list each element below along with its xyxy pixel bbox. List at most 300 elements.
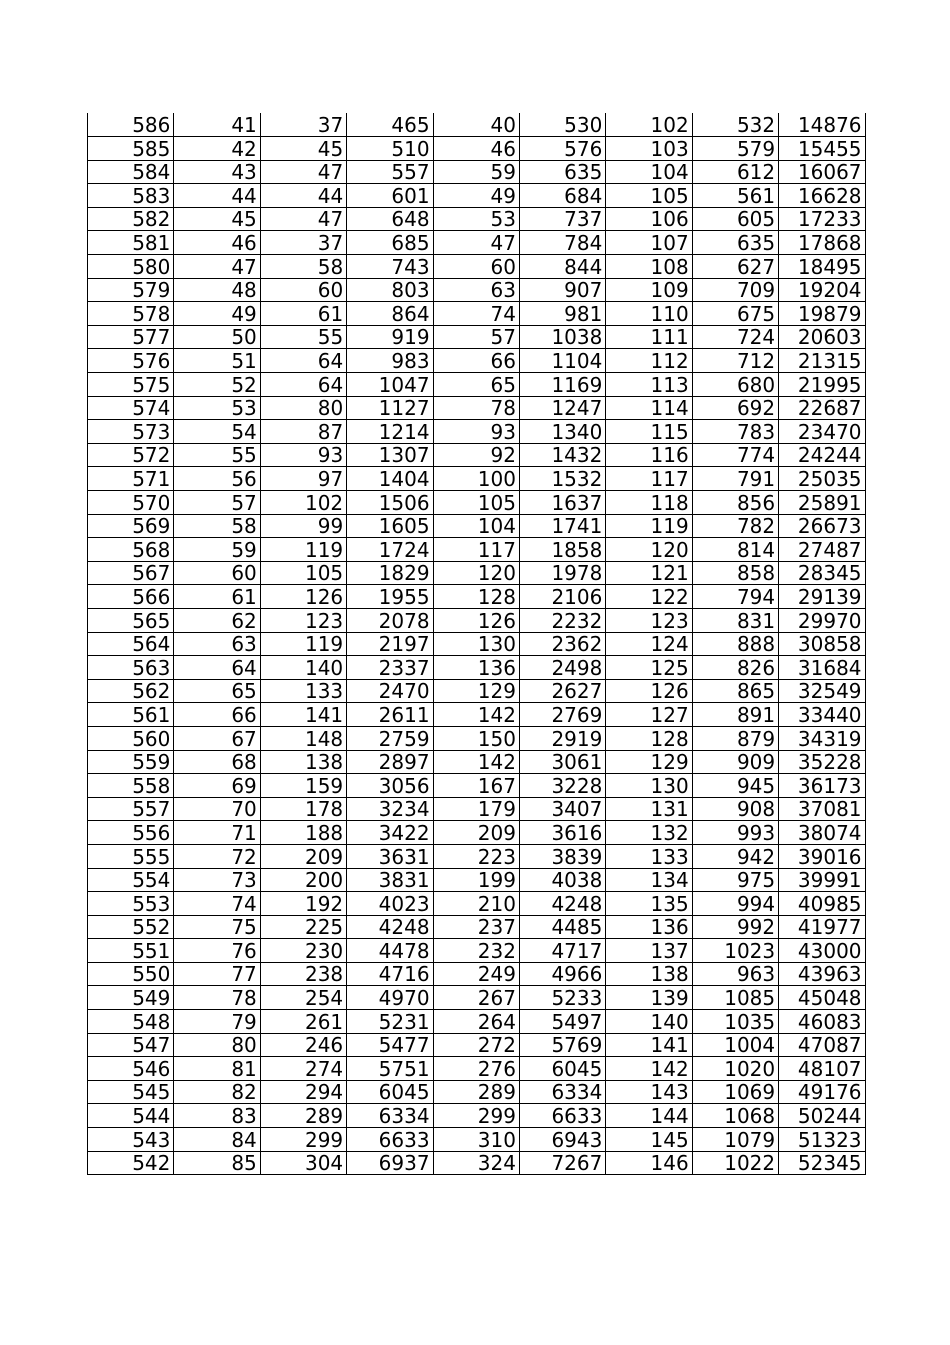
table-cell: 150 [433,726,519,750]
table-cell: 578 [88,302,174,326]
table-row [88,1010,866,1034]
table-cell: 865 [692,679,778,703]
table-cell: 87 [260,420,346,444]
table-cell: 4023 [347,892,433,916]
table-cell: 4716 [347,962,433,986]
table-cell: 126 [433,608,519,632]
table-cell: 104 [433,514,519,538]
table-cell: 3061 [519,750,605,774]
table-cell: 6937 [347,1151,433,1175]
table-cell: 567 [88,561,174,585]
table-cell: 68 [174,750,260,774]
table-cell: 1047 [347,373,433,397]
table-cell: 47 [433,231,519,255]
table-cell: 585 [88,137,174,161]
table-cell: 63 [174,632,260,656]
table-cell: 6334 [519,1080,605,1104]
table-cell: 142 [433,703,519,727]
table-cell: 47 [260,207,346,231]
table-cell: 1035 [692,1010,778,1034]
table-cell: 59 [433,160,519,184]
table-cell: 3234 [347,797,433,821]
table-cell: 45048 [779,986,865,1010]
table-cell: 84 [174,1128,260,1152]
table-cell: 29139 [779,585,865,609]
table-cell: 51323 [779,1128,865,1152]
table-cell: 576 [88,349,174,373]
table-cell: 60 [433,255,519,279]
table-cell: 289 [433,1080,519,1104]
table-cell: 136 [606,915,692,939]
table-cell: 1079 [692,1128,778,1152]
table-cell: 994 [692,892,778,916]
table-cell: 864 [347,302,433,326]
table-cell: 55 [174,443,260,467]
table-cell: 5751 [347,1057,433,1081]
table-row [88,608,866,632]
table-cell: 1127 [347,396,433,420]
table-cell: 104 [606,160,692,184]
table-cell: 888 [692,632,778,656]
table-cell: 3831 [347,868,433,892]
table-cell: 5477 [347,1033,433,1057]
table-cell: 648 [347,207,433,231]
table-cell: 225 [260,915,346,939]
table-cell: 119 [606,514,692,538]
table-cell: 2470 [347,679,433,703]
table-cell: 1068 [692,1104,778,1128]
table-cell: 41 [174,113,260,137]
table-row [88,1151,866,1175]
table-cell: 21995 [779,373,865,397]
table-cell: 17233 [779,207,865,231]
table-cell: 57 [174,491,260,515]
table-cell: 983 [347,349,433,373]
table-cell: 142 [606,1057,692,1081]
table-cell: 558 [88,774,174,798]
table-cell: 110 [606,302,692,326]
table-cell: 61 [260,302,346,326]
table-cell: 19879 [779,302,865,326]
table-cell: 142 [433,750,519,774]
table-row [88,844,866,868]
table-cell: 59 [174,538,260,562]
table-cell: 122 [606,585,692,609]
table-row [88,986,866,1010]
table-cell: 78 [174,986,260,1010]
table-cell: 1169 [519,373,605,397]
table-cell: 566 [88,585,174,609]
table-cell: 57 [433,325,519,349]
table-cell: 132 [606,821,692,845]
table-row [88,113,866,137]
table-cell: 3839 [519,844,605,868]
table-cell: 743 [347,255,433,279]
table-cell: 144 [606,1104,692,1128]
table-cell: 209 [433,821,519,845]
table-cell: 16067 [779,160,865,184]
table-cell: 975 [692,868,778,892]
table-cell: 1004 [692,1033,778,1057]
table-cell: 64 [260,373,346,397]
table-cell: 559 [88,750,174,774]
table-cell: 553 [88,892,174,916]
table-cell: 577 [88,325,174,349]
table-cell: 3631 [347,844,433,868]
table-cell: 1858 [519,538,605,562]
table-cell: 127 [606,703,692,727]
table-cell: 831 [692,608,778,632]
table-cell: 5231 [347,1010,433,1034]
table-cell: 992 [692,915,778,939]
table-cell: 3228 [519,774,605,798]
table-cell: 784 [519,231,605,255]
table-cell: 547 [88,1033,174,1057]
table-cell: 791 [692,467,778,491]
table-cell: 56 [174,467,260,491]
table-cell: 858 [692,561,778,585]
table-cell: 61 [174,585,260,609]
table-cell: 140 [260,656,346,680]
table-cell: 254 [260,986,346,1010]
table-row [88,703,866,727]
table-cell: 543 [88,1128,174,1152]
table-row [88,349,866,373]
table-cell: 44 [174,184,260,208]
table-cell: 561 [88,703,174,727]
table-cell: 1605 [347,514,433,538]
table-cell: 51 [174,349,260,373]
table-cell: 78 [433,396,519,420]
table-cell: 143 [606,1080,692,1104]
table-cell: 299 [260,1128,346,1152]
table-cell: 70 [174,797,260,821]
table-cell: 66 [174,703,260,727]
table-cell: 304 [260,1151,346,1175]
table-cell: 29970 [779,608,865,632]
table-cell: 64 [260,349,346,373]
table-cell: 113 [606,373,692,397]
table-cell: 102 [606,113,692,137]
table-cell: 38074 [779,821,865,845]
table-cell: 545 [88,1080,174,1104]
table-cell: 43000 [779,939,865,963]
table-cell: 128 [606,726,692,750]
table-cell: 77 [174,962,260,986]
table-cell: 908 [692,797,778,821]
table-cell: 582 [88,207,174,231]
table-cell: 581 [88,231,174,255]
table-cell: 774 [692,443,778,467]
table-cell: 6045 [519,1057,605,1081]
table-cell: 564 [88,632,174,656]
table-cell: 2337 [347,656,433,680]
table-row [88,1128,866,1152]
table-cell: 81 [174,1057,260,1081]
table-cell: 3407 [519,797,605,821]
table-cell: 5769 [519,1033,605,1057]
table-cell: 92 [433,443,519,467]
table-cell: 576 [519,137,605,161]
table-cell: 803 [347,278,433,302]
table-cell: 145 [606,1128,692,1152]
table-cell: 238 [260,962,346,986]
table-cell: 560 [88,726,174,750]
table-cell: 709 [692,278,778,302]
table-cell: 49 [174,302,260,326]
table-cell: 105 [433,491,519,515]
table-cell: 542 [88,1151,174,1175]
table-row [88,561,866,585]
table-cell: 69 [174,774,260,798]
table-cell: 272 [433,1033,519,1057]
table-cell: 1038 [519,325,605,349]
table-cell: 2197 [347,632,433,656]
table-cell: 105 [260,561,346,585]
table-cell: 993 [692,821,778,845]
table-cell: 75 [174,915,260,939]
table-cell: 7267 [519,1151,605,1175]
table-row [88,278,866,302]
table-cell: 179 [433,797,519,821]
table-cell: 550 [88,962,174,986]
table-row [88,443,866,467]
table-cell: 97 [260,467,346,491]
table-cell: 2362 [519,632,605,656]
table-cell: 20603 [779,325,865,349]
table-row [88,207,866,231]
table-cell: 1432 [519,443,605,467]
table-cell: 2498 [519,656,605,680]
table-cell: 83 [174,1104,260,1128]
table-cell: 907 [519,278,605,302]
table-cell: 1069 [692,1080,778,1104]
table-cell: 2897 [347,750,433,774]
table-row [88,774,866,798]
table-cell: 76 [174,939,260,963]
table-row [88,420,866,444]
table-cell: 121 [606,561,692,585]
table-cell: 783 [692,420,778,444]
table-cell: 41977 [779,915,865,939]
table-cell: 43963 [779,962,865,986]
table-cell: 264 [433,1010,519,1034]
table-cell: 82 [174,1080,260,1104]
table-cell: 26673 [779,514,865,538]
table-cell: 200 [260,868,346,892]
table-cell: 544 [88,1104,174,1128]
table-cell: 47 [174,255,260,279]
table-cell: 125 [606,656,692,680]
table-cell: 128 [433,585,519,609]
table-cell: 276 [433,1057,519,1081]
table-cell: 126 [260,585,346,609]
table-cell: 37 [260,113,346,137]
table-cell: 552 [88,915,174,939]
table-cell: 55 [260,325,346,349]
table-cell: 246 [260,1033,346,1057]
table-cell: 19204 [779,278,865,302]
table-cell: 1214 [347,420,433,444]
table-cell: 2627 [519,679,605,703]
table-cell: 844 [519,255,605,279]
table-cell: 116 [606,443,692,467]
table-cell: 54 [174,420,260,444]
table-row [88,396,866,420]
table-row [88,1104,866,1128]
table-cell: 167 [433,774,519,798]
table-cell: 141 [606,1033,692,1057]
table-cell: 58 [260,255,346,279]
table-cell: 22687 [779,396,865,420]
table-cell: 21315 [779,349,865,373]
table-cell: 1741 [519,514,605,538]
table-cell: 130 [433,632,519,656]
table-cell: 50 [174,325,260,349]
table-cell: 570 [88,491,174,515]
table-cell: 115 [606,420,692,444]
table-cell: 40 [433,113,519,137]
table-cell: 794 [692,585,778,609]
table-cell: 133 [260,679,346,703]
table-row [88,656,866,680]
table-cell: 73 [174,868,260,892]
table-cell: 2759 [347,726,433,750]
table-cell: 99 [260,514,346,538]
table-cell: 3422 [347,821,433,845]
table-cell: 33440 [779,703,865,727]
table-cell: 510 [347,137,433,161]
table-cell: 579 [88,278,174,302]
table-cell: 556 [88,821,174,845]
table-cell: 1404 [347,467,433,491]
table-row [88,325,866,349]
table-row [88,1033,866,1057]
table-cell: 39991 [779,868,865,892]
table-cell: 120 [433,561,519,585]
table-cell: 18495 [779,255,865,279]
table-cell: 584 [88,160,174,184]
table-cell: 119 [260,632,346,656]
table-cell: 106 [606,207,692,231]
table-cell: 46 [433,137,519,161]
table-cell: 37 [260,231,346,255]
table-cell: 942 [692,844,778,868]
table-row [88,255,866,279]
table-cell: 4717 [519,939,605,963]
table-cell: 919 [347,325,433,349]
table-cell: 108 [606,255,692,279]
table-cell: 1340 [519,420,605,444]
table-cell: 159 [260,774,346,798]
table-cell: 565 [88,608,174,632]
table-cell: 909 [692,750,778,774]
table-cell: 39016 [779,844,865,868]
table-cell: 114 [606,396,692,420]
table-cell: 782 [692,514,778,538]
table-cell: 2078 [347,608,433,632]
table-cell: 6045 [347,1080,433,1104]
table-cell: 14876 [779,113,865,137]
table-cell: 4248 [519,892,605,916]
table-cell: 2232 [519,608,605,632]
table-cell: 945 [692,774,778,798]
table-cell: 27487 [779,538,865,562]
table-cell: 80 [260,396,346,420]
table-cell: 140 [606,1010,692,1034]
table-cell: 223 [433,844,519,868]
table-cell: 71 [174,821,260,845]
table-cell: 274 [260,1057,346,1081]
table-cell: 136 [433,656,519,680]
table-cell: 4038 [519,868,605,892]
table-row [88,892,866,916]
table-row [88,962,866,986]
table-cell: 107 [606,231,692,255]
table-cell: 129 [606,750,692,774]
table-cell: 5497 [519,1010,605,1034]
table-cell: 4248 [347,915,433,939]
table-cell: 30858 [779,632,865,656]
table-cell: 574 [88,396,174,420]
table-cell: 62 [174,608,260,632]
table-row [88,821,866,845]
table-cell: 117 [433,538,519,562]
table-cell: 232 [433,939,519,963]
table-cell: 1829 [347,561,433,585]
table-cell: 601 [347,184,433,208]
table-cell: 124 [606,632,692,656]
table-cell: 6633 [519,1104,605,1128]
table-row [88,726,866,750]
table-cell: 4970 [347,986,433,1010]
table-cell: 16628 [779,184,865,208]
table-cell: 138 [606,962,692,986]
table-cell: 627 [692,255,778,279]
table-cell: 53 [174,396,260,420]
table-cell: 4478 [347,939,433,963]
table-cell: 579 [692,137,778,161]
table-row [88,491,866,515]
table-cell: 310 [433,1128,519,1152]
table-cell: 554 [88,868,174,892]
table-cell: 138 [260,750,346,774]
table-cell: 137 [606,939,692,963]
table-cell: 35228 [779,750,865,774]
table-cell: 575 [88,373,174,397]
table-cell: 63 [433,278,519,302]
table-cell: 1085 [692,986,778,1010]
table-cell: 60 [260,278,346,302]
table-cell: 635 [692,231,778,255]
table-cell: 712 [692,349,778,373]
table-cell: 557 [347,160,433,184]
score-table [87,113,865,1175]
table-cell: 72 [174,844,260,868]
table-cell: 586 [88,113,174,137]
table-cell: 93 [260,443,346,467]
table-cell: 583 [88,184,174,208]
table-cell: 856 [692,491,778,515]
table-cell: 67 [174,726,260,750]
table-cell: 692 [692,396,778,420]
table-cell: 46083 [779,1010,865,1034]
table-cell: 465 [347,113,433,137]
table-row [88,137,866,161]
table-row [88,514,866,538]
table-cell: 135 [606,892,692,916]
table-cell: 123 [606,608,692,632]
